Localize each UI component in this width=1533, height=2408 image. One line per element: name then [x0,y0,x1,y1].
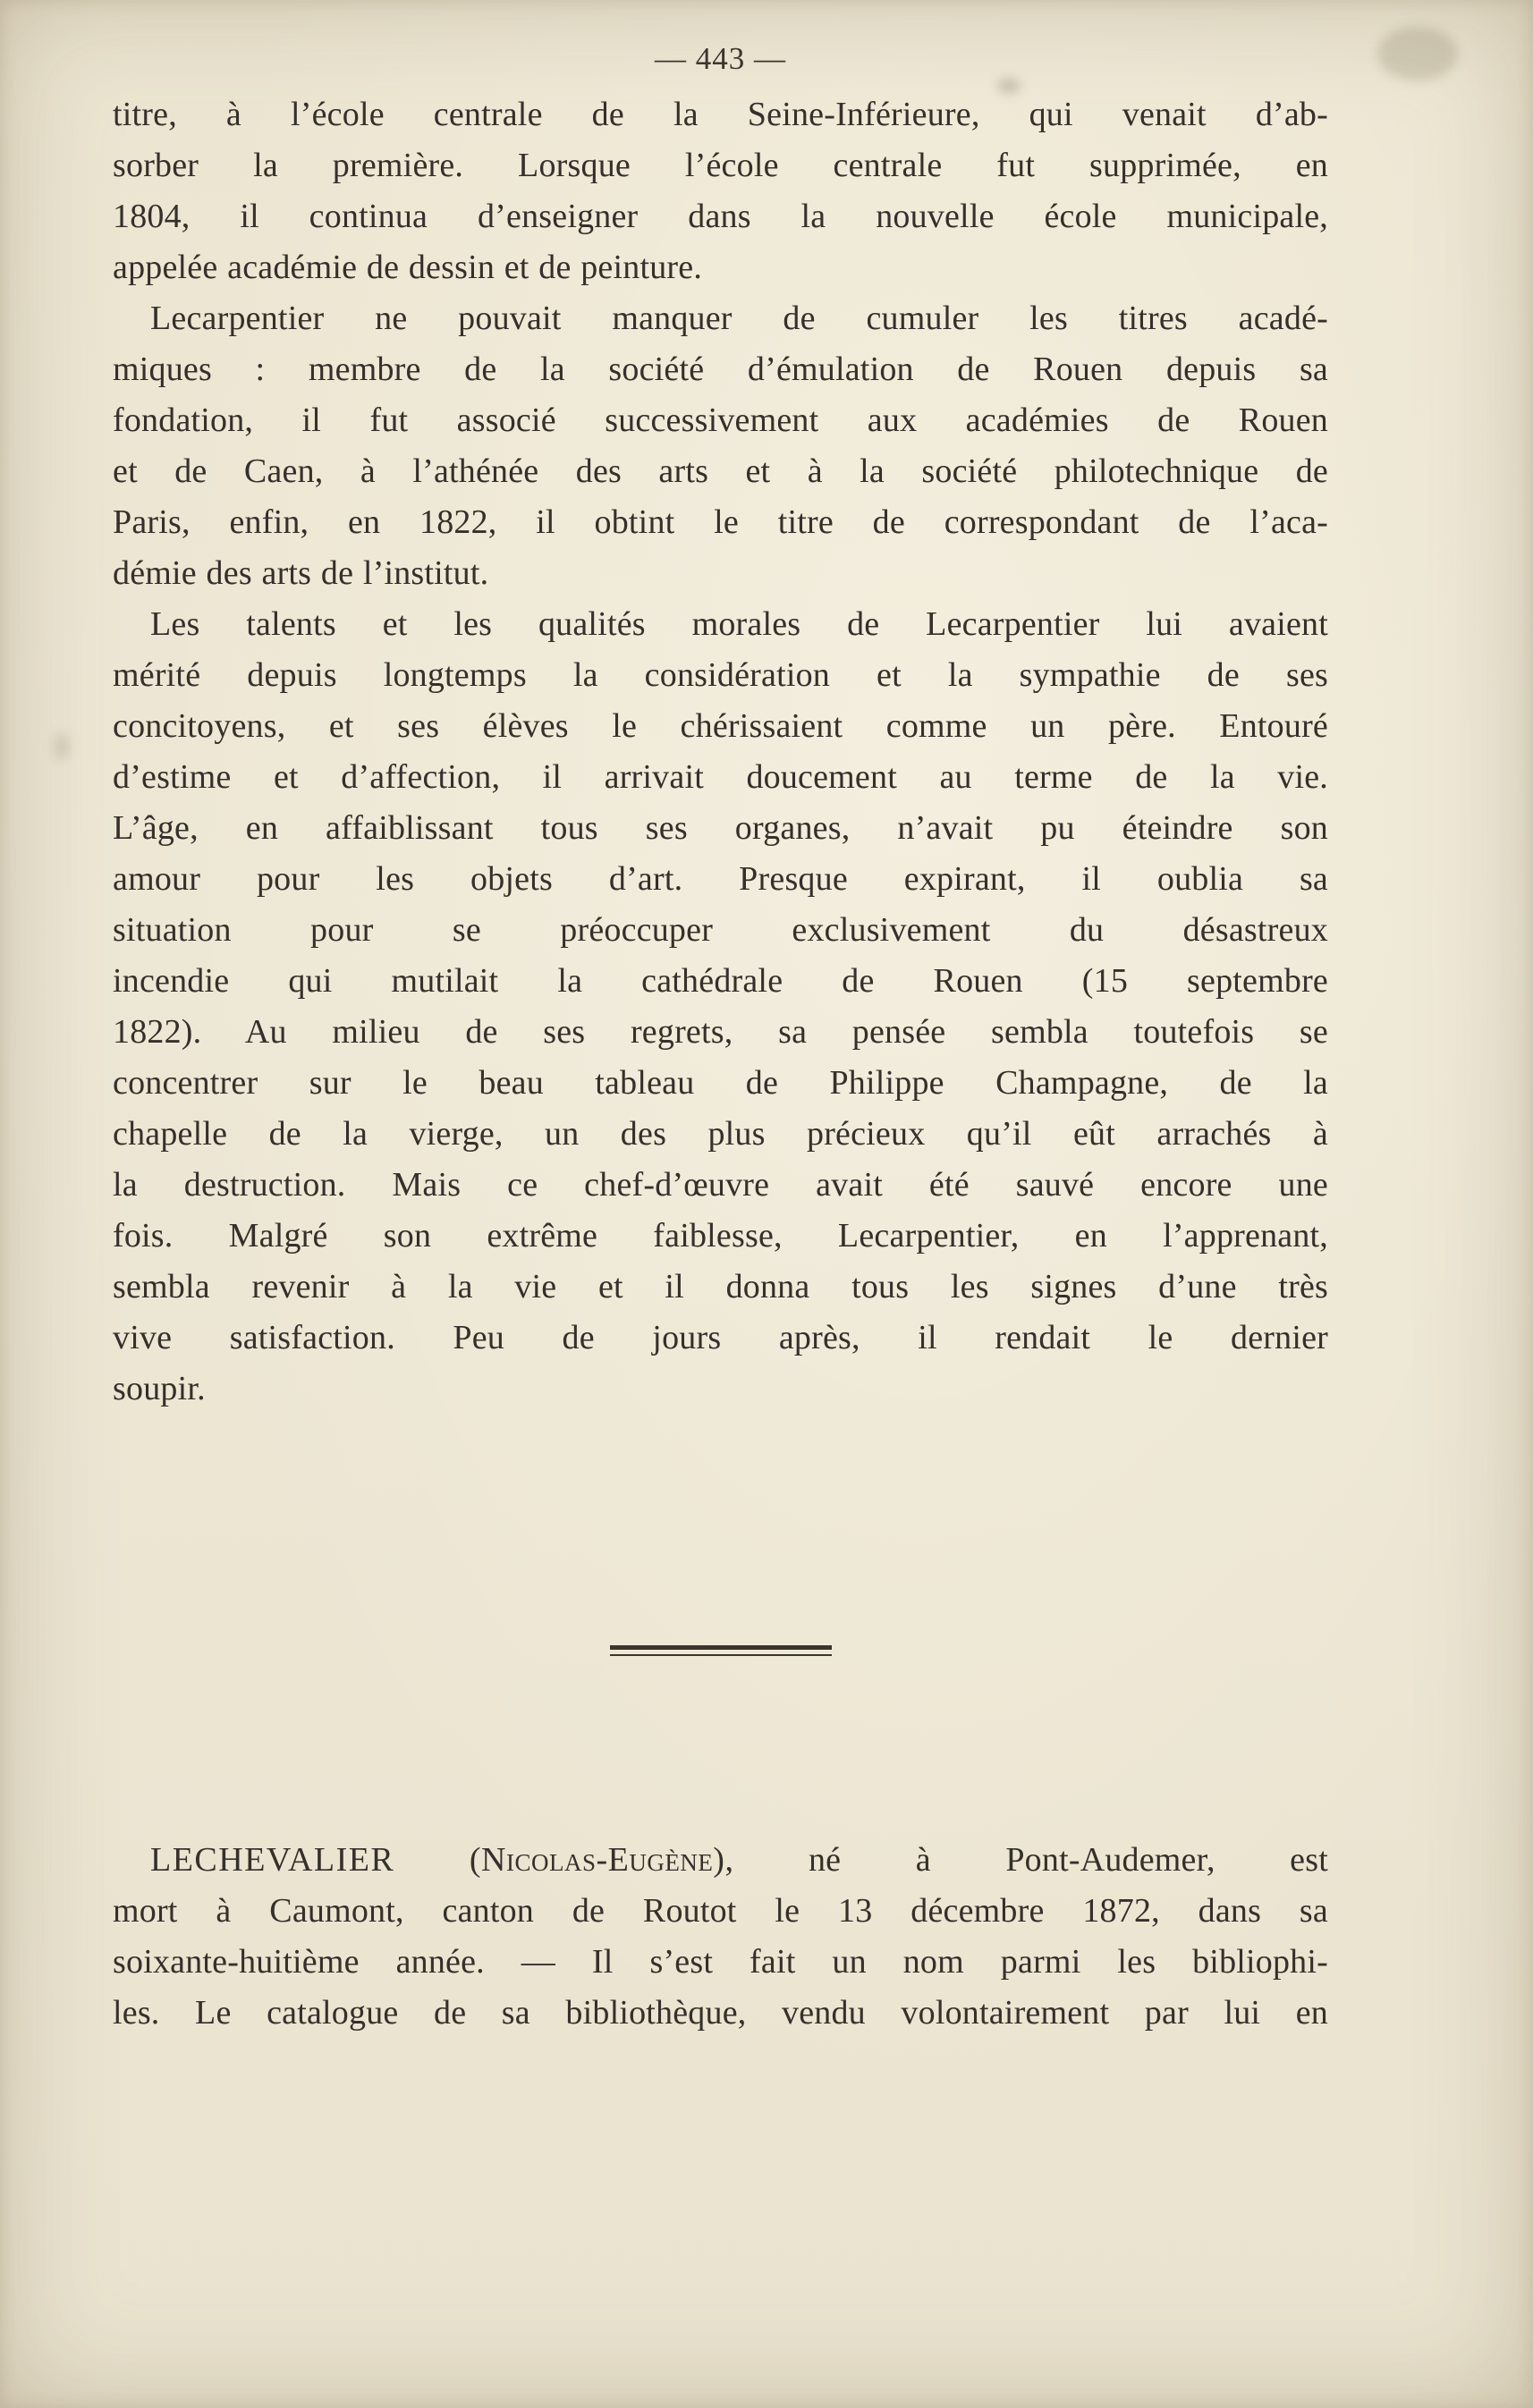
text-line: Les talents et les qualités morales de Lecarpentier lui avaient [150,605,1328,643]
text-line: la destruction. Mais ce chef-d’œuvre avait été sauvé encore une [113,1166,1328,1204]
text-line: fondation, il fut associé successivement aux académies de Rouen [113,401,1328,439]
page-number: — 443 — [655,41,786,76]
text-line: appelée académie de dessin et de peinture. [113,249,703,286]
text-line: amour pour les objets d’art. Presque expirant, il oublia sa [113,860,1328,898]
text-line: incendie qui mutilait la cathédrale de Rouen (15 septembre [113,962,1328,1000]
text-line: soupir. [113,1370,206,1407]
paper-stain [1377,27,1458,80]
text-line: mort à Caumont, canton de Routot le 13 décembre 1872, dans sa [113,1892,1328,1930]
text-line: d’estime et d’affection, il arrivait doucement au terme de la vie. [113,758,1328,796]
text-block [113,89,1328,2039]
section-divider-rule [610,1645,832,1656]
text-line: miques : membre de la société d’émulation de Rouen depuis sa [113,351,1328,388]
text-line: Lecarpentier ne pouvait manquer de cumuler les titres acadé- [150,300,1328,337]
entry-headword: LECHEVALIER [150,1841,395,1879]
text-line: titre, à l’école centrale de la Seine-Inférieure, qui venait d’ab- [113,96,1328,133]
text-line: chapelle de la vierge, un des plus précieux qu’il eût arrachés à [113,1115,1328,1153]
text-line: sorber la première. Lorsque l’école centrale fut supprimée, en [113,147,1328,184]
entry-lechevalier [113,1835,1328,2039]
paper-stain [54,733,70,760]
text-line: concentrer sur le beau tableau de Philippe Champagne, de la [113,1064,1328,1102]
text-line [113,1835,1328,1886]
text-line: concitoyens, et ses élèves le chérissaient comme un père. Entouré [113,707,1328,745]
paragraph-continuation [113,89,1328,293]
text-line: Paris, enfin, en 1822, il obtint le titre de correspondant de l’aca- [113,503,1328,541]
text-line: sembla revenir à la vie et il donna tous les signes d’une très [113,1268,1328,1305]
text-line: 1804, il continua d’enseigner dans la nouvelle école municipale, [113,198,1328,235]
text-line: situation pour se préoccuper exclusivement du désastreux [113,911,1328,949]
entry-first-line-rest: né à Pont-Audemer, est [808,1841,1328,1879]
paragraph-talents [113,599,1328,1415]
text-line: 1822). Au milieu de ses regrets, sa pensée sembla toutefois se [113,1013,1328,1051]
text-line: fois. Malgré son extrême faiblesse, Lecarpentier, en l’apprenant, [113,1217,1328,1255]
text-line: L’âge, en affaiblissant tous ses organes, n’avait pu éteindre son [113,809,1328,847]
text-line: vive satisfaction. Peu de jours après, il rendait le dernier [113,1319,1328,1356]
text-line: démie des arts de l’institut. [113,554,489,592]
entry-name-smallcaps: (Nicolas-Eugène), [469,1841,734,1879]
text-line: et de Caen, à l’athénée des arts et à la société philotechnique de [113,452,1328,490]
paragraph-titles-academiques [113,293,1328,599]
text-line: soixante-huitième année. — Il s’est fait un nom parmi les bibliophi- [113,1943,1328,1981]
text-line: mérité depuis longtemps la considération et la sympathie de ses [113,656,1328,694]
text-line: les. Le catalogue de sa bibliothèque, vendu volontairement par lui en [113,1994,1328,2032]
